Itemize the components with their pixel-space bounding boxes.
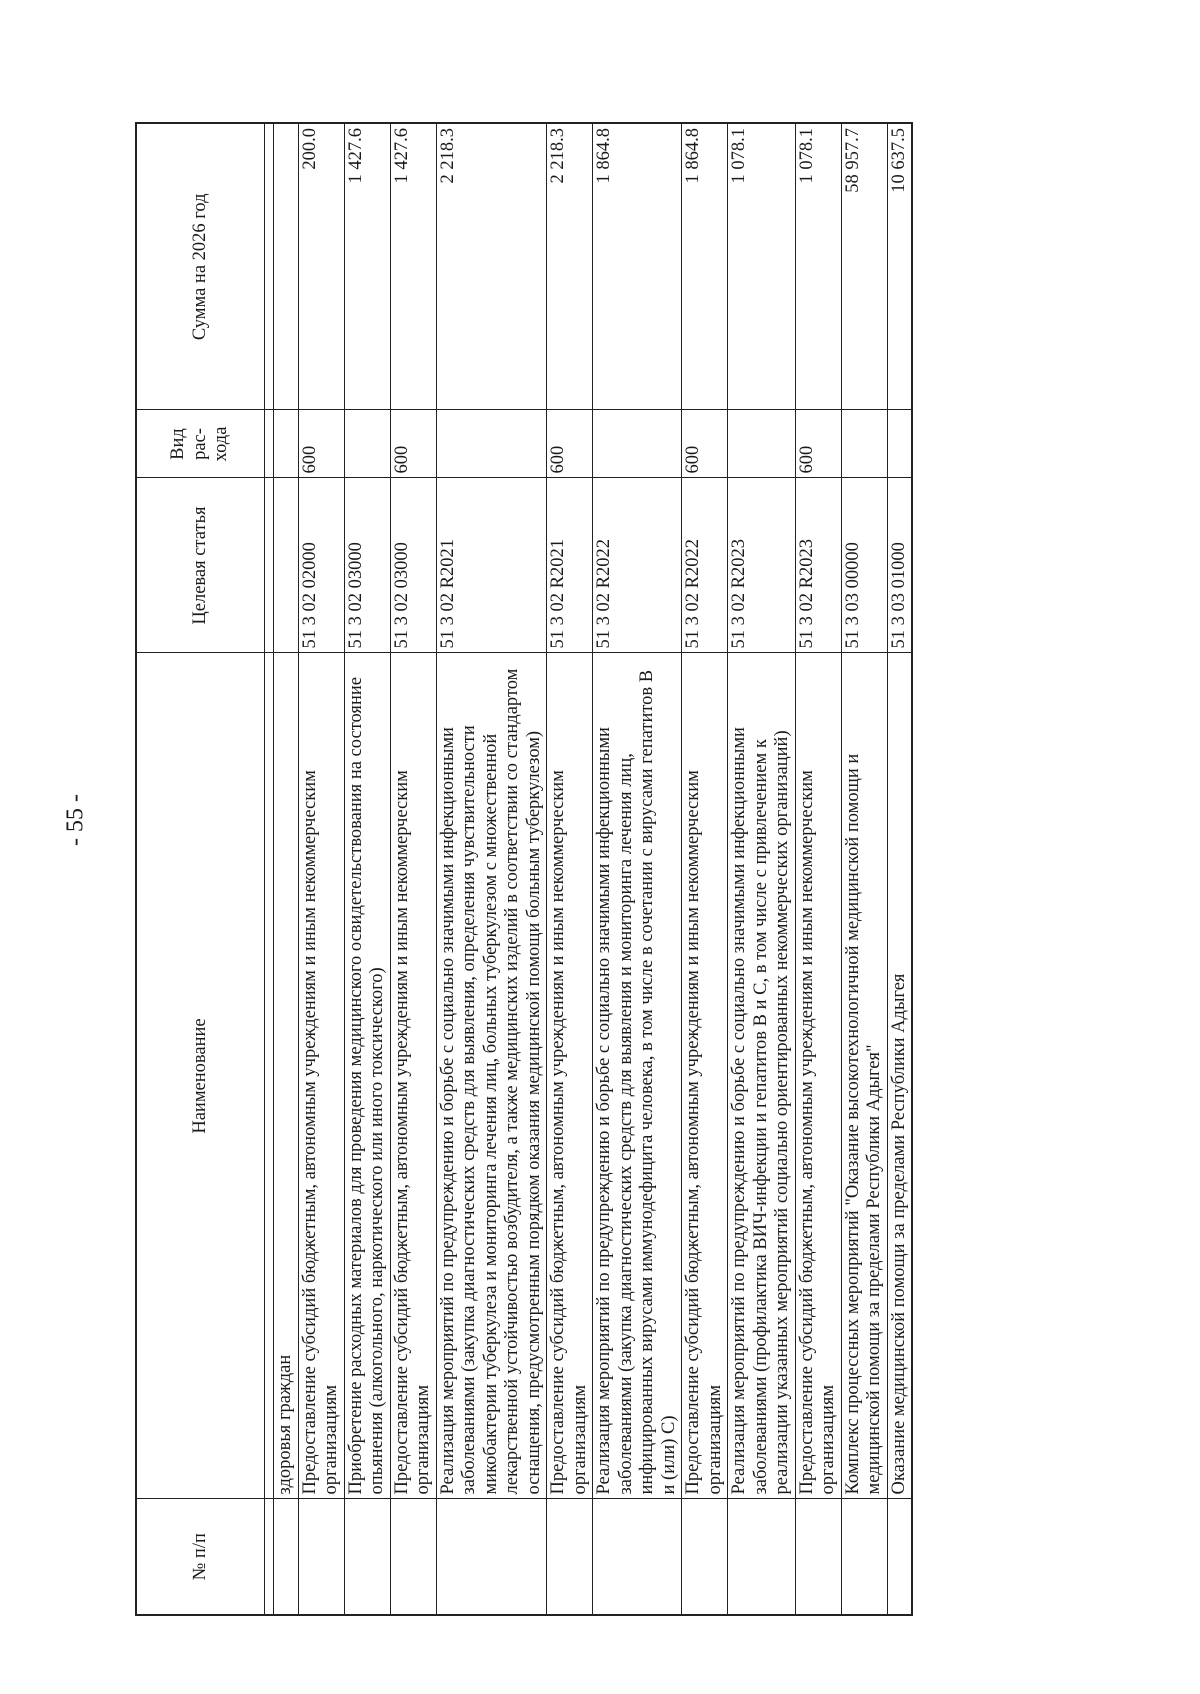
row-target-article-cell: 51 3 02 R2021 xyxy=(436,478,547,653)
row-target-article-cell: 51 3 02 R2023 xyxy=(795,478,841,653)
row-expense-kind-cell: 600 xyxy=(547,410,593,478)
row-target-article-cell: 51 3 02 R2023 xyxy=(728,478,796,653)
row-sum-cell: 2 218.3 xyxy=(436,123,547,410)
table-row xyxy=(274,123,299,1615)
page-number: - 55 - xyxy=(62,794,89,846)
row-name-cell: Предоставление субсидий бюджетным, автономным учреждениям и иным некоммерческим организациям xyxy=(390,653,436,1499)
row-expense-kind-cell: 600 xyxy=(298,410,344,478)
row-sum-cell: 2 218.3 xyxy=(547,123,593,410)
row-sum-cell: 1 427.6 xyxy=(344,123,390,410)
spacer-cell xyxy=(265,123,274,410)
row-expense-kind-cell xyxy=(593,410,682,478)
rotated-page-content xyxy=(135,124,1076,1616)
row-target-article-cell: 51 3 03 00000 xyxy=(841,478,887,653)
row-target-article-cell: 51 3 02 R2022 xyxy=(593,478,682,653)
row-target-article-cell: 51 3 03 01000 xyxy=(887,478,912,653)
row-num-cell xyxy=(298,1499,344,1615)
row-sum-cell xyxy=(274,123,299,410)
row-sum-cell: 1 427.6 xyxy=(390,123,436,410)
spacer-cell xyxy=(265,478,274,653)
row-num-cell xyxy=(887,1499,912,1615)
row-name-cell: Реализация мероприятий по предупреждению и борьбе с социально значимыми инфекционными заболеваниями (закупка диагностических средств для выявления, определения чувствительности микобактерии туберкулеза и мониторинга лечения лиц, больных туберкулезом с множественной лекарственной устойчивостью возбудителя, а также медицинских изделий в соответствии со стандартом оснащения, предусмотренным порядком оказания медицинской помощи больным туберкулезом) xyxy=(436,653,547,1499)
budget-table xyxy=(135,122,913,1616)
row-name-cell: Реализация мероприятий по предупреждению и борьбе с социально значимыми инфекционными заболеваниями (закупка диагностических средств для выявления и мониторинга лечения лиц, инфицированных вирусами иммунодефицита человека, в том числе в сочетании с вирусами гепатитов В и (или) С) xyxy=(593,653,682,1499)
row-expense-kind-cell xyxy=(841,410,887,478)
row-sum-cell: 1 078.1 xyxy=(728,123,796,410)
row-expense-kind-cell xyxy=(887,410,912,478)
row-name-cell: Предоставление субсидий бюджетным, автономным учреждениям и иным некоммерческим организациям xyxy=(795,653,841,1499)
table-row xyxy=(887,123,912,1615)
row-target-article-cell: 51 3 02 R2021 xyxy=(547,478,593,653)
header-target-article: Целевая статья xyxy=(136,478,265,653)
table-row xyxy=(682,123,728,1615)
row-name-cell: здоровья граждан xyxy=(274,653,299,1499)
row-num-cell xyxy=(841,1499,887,1615)
table-spacer-row xyxy=(265,123,274,1615)
row-sum-cell: 1 864.8 xyxy=(682,123,728,410)
spacer-cell xyxy=(265,653,274,1499)
row-sum-cell: 58 957.7 xyxy=(841,123,887,410)
row-target-article-cell: 51 3 02 03000 xyxy=(344,478,390,653)
row-expense-kind-cell xyxy=(344,410,390,478)
row-expense-kind-cell xyxy=(436,410,547,478)
row-name-cell: Приобретение расходных материалов для проведения медицинского освидетельствования на состояние опьянения (алкогольного, наркотического или иного токсического) xyxy=(344,653,390,1499)
row-name-cell: Оказание медицинской помощи за пределами Республики Адыгея xyxy=(887,653,912,1499)
row-sum-cell: 1 078.1 xyxy=(795,123,841,410)
table-row xyxy=(728,123,796,1615)
table-row xyxy=(547,123,593,1615)
row-name-cell: Предоставление субсидий бюджетным, автономным учреждениям и иным некоммерческим организациям xyxy=(682,653,728,1499)
row-num-cell xyxy=(795,1499,841,1615)
row-name-cell: Реализация мероприятий по предупреждению и борьбе с социально значимыми инфекционными заболеваниями (профилактика ВИЧ-инфекции и гепатитов В и С, в том числе с привлечением к реализации указанных мероприятий социально ориентированных некоммерческих организаций) xyxy=(728,653,796,1499)
table-row xyxy=(390,123,436,1615)
header-num: № п/п xyxy=(136,1499,265,1615)
header-sum-2026: Сумма на 2026 год xyxy=(136,123,265,410)
row-num-cell xyxy=(274,1499,299,1615)
table-row xyxy=(593,123,682,1615)
row-num-cell xyxy=(390,1499,436,1615)
row-expense-kind-cell xyxy=(728,410,796,478)
row-num-cell xyxy=(728,1499,796,1615)
row-num-cell xyxy=(344,1499,390,1615)
row-name-cell: Комплекс процессных мероприятий "Оказание высокотехнологичной медицинской помощи и медицинской помощи за пределами Республики Адыгея" xyxy=(841,653,887,1499)
table-row xyxy=(344,123,390,1615)
row-target-article-cell: 51 3 02 02000 xyxy=(298,478,344,653)
row-expense-kind-cell: 600 xyxy=(390,410,436,478)
row-sum-cell: 10 637.5 xyxy=(887,123,912,410)
spacer-cell xyxy=(265,1499,274,1615)
row-name-cell: Предоставление субсидий бюджетным, автономным учреждениям и иным некоммерческим организациям xyxy=(298,653,344,1499)
row-target-article-cell: 51 3 02 R2022 xyxy=(682,478,728,653)
spacer-cell xyxy=(265,410,274,478)
table-body xyxy=(265,123,913,1615)
row-num-cell xyxy=(682,1499,728,1615)
table-header-row xyxy=(136,123,265,1615)
row-name-cell: Предоставление субсидий бюджетным, автономным учреждениям и иным некоммерческим организациям xyxy=(547,653,593,1499)
row-sum-cell: 200.0 xyxy=(298,123,344,410)
row-num-cell xyxy=(436,1499,547,1615)
row-sum-cell: 1 864.8 xyxy=(593,123,682,410)
row-num-cell xyxy=(547,1499,593,1615)
row-target-article-cell: 51 3 02 03000 xyxy=(390,478,436,653)
table-row xyxy=(298,123,344,1615)
table-row xyxy=(436,123,547,1615)
table-row xyxy=(841,123,887,1615)
header-name: Наименование xyxy=(136,653,265,1499)
table-row xyxy=(795,123,841,1615)
row-expense-kind-cell: 600 xyxy=(795,410,841,478)
row-expense-kind-cell xyxy=(274,410,299,478)
row-target-article-cell xyxy=(274,478,299,653)
header-expense-kind: Вид рас-хода xyxy=(136,410,265,478)
row-num-cell xyxy=(593,1499,682,1615)
row-expense-kind-cell: 600 xyxy=(682,410,728,478)
